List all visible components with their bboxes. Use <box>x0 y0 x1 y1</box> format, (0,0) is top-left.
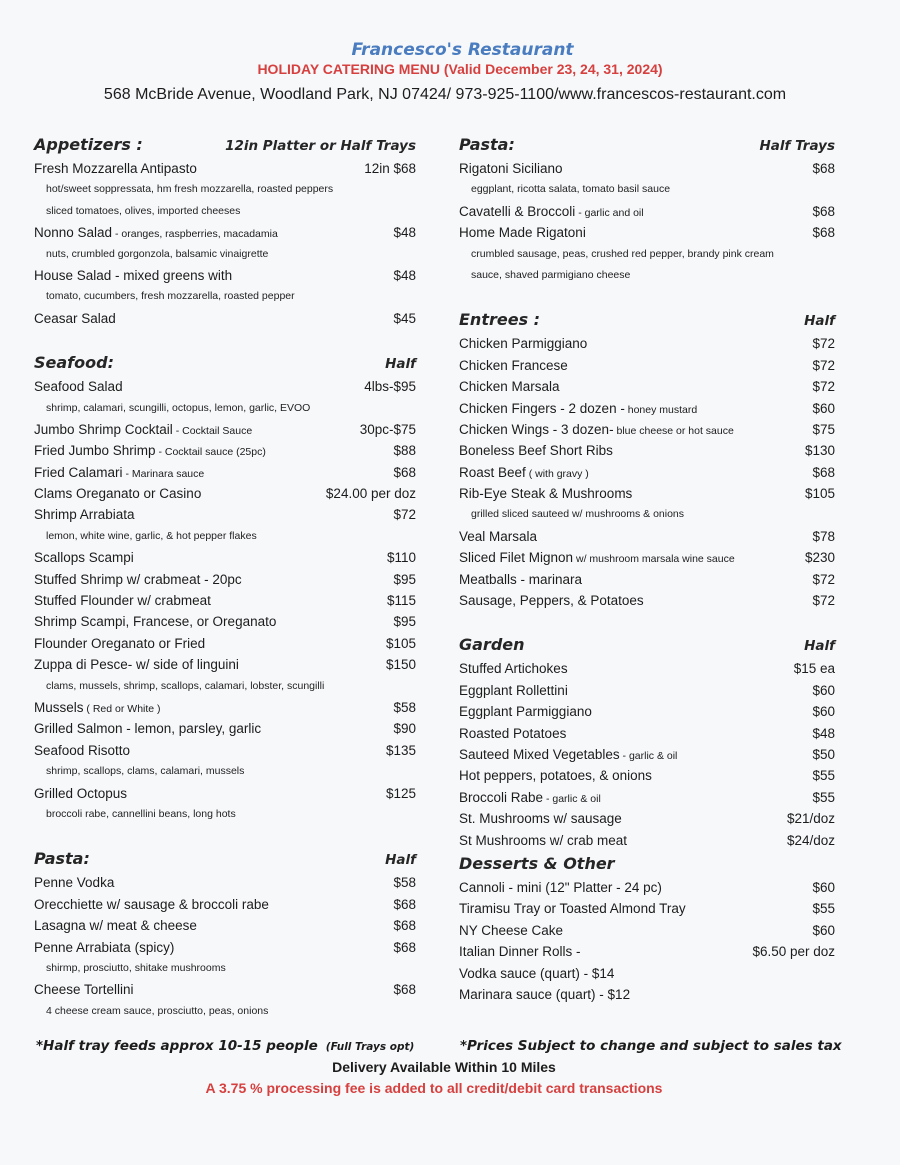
menu-header <box>0 40 900 104</box>
left-column <box>34 132 416 1022</box>
menu-item <box>459 569 835 590</box>
section-size-note: Half Trays <box>759 138 835 154</box>
item-name <box>34 915 197 936</box>
item-price: $68 <box>812 203 835 219</box>
menu-item <box>34 697 416 718</box>
item-name <box>459 680 568 701</box>
item-name <box>459 462 589 483</box>
item-price: $72 <box>812 336 835 352</box>
menu-item <box>459 984 835 1005</box>
item-name-text: Penne Arrabiata (spicy) <box>34 939 175 955</box>
menu-section <box>459 307 835 632</box>
item-price: $150 <box>385 657 416 673</box>
menu-item <box>459 483 835 504</box>
section-spacer <box>459 611 835 632</box>
item-price: $60 <box>812 682 835 698</box>
item-price: $90 <box>393 721 416 737</box>
item-name-text: Veal Marsala <box>459 528 538 544</box>
item-name-text: Chicken Francese <box>459 357 568 373</box>
item-name <box>34 590 211 611</box>
item-note: - oranges, raspberries, macadamia <box>112 228 278 241</box>
menu-subtitle: HOLIDAY CATERING MENU (Valid December 23, 24, 31, 2024) <box>257 61 663 77</box>
item-name <box>459 569 582 590</box>
item-name-text: Rib-Eye Steak & Mushrooms <box>459 486 633 502</box>
menu-item <box>34 740 416 761</box>
item-price: $105 <box>385 635 416 651</box>
menu-item <box>459 680 835 701</box>
item-note: honey mustard <box>624 403 698 416</box>
item-name <box>34 483 201 504</box>
item-description: hot/sweet soppressata, hm fresh mozzarella, roasted peppers <box>46 183 334 196</box>
item-price: $60 <box>812 922 835 938</box>
item-name-text: Grilled Salmon - lemon, parsley, garlic <box>34 721 262 737</box>
item-name <box>34 740 130 761</box>
item-name-text: Flounder Oreganato or Fried <box>34 635 206 651</box>
section-title: Pasta: <box>459 135 515 154</box>
item-note: w/ mushroom marsala wine sauce <box>573 553 735 566</box>
item-price: $230 <box>804 550 835 566</box>
restaurant-address: 568 McBride Avenue, Woodland Park, NJ 07424/ 973-925-1100/www.francescos-restaurant.com <box>103 86 787 103</box>
item-description: grilled sliced sauteed w/ mushrooms & onions <box>471 508 685 521</box>
section-header <box>34 132 416 158</box>
item-name <box>459 765 652 786</box>
menu-item <box>34 483 416 504</box>
item-price: $75 <box>812 421 835 437</box>
item-note: - Cocktail sauce (25pc) <box>155 446 266 459</box>
item-name <box>459 547 735 568</box>
menu-item <box>34 376 416 397</box>
item-name <box>34 265 232 286</box>
section-title: Seafood: <box>34 353 114 373</box>
item-note: ( Red or White ) <box>83 702 161 715</box>
item-name-text: Zuppa di Pesce- w/ side of linguini <box>34 657 239 673</box>
item-price: $21/doz <box>786 811 835 827</box>
item-name-text: Boneless Beef Short Ribs <box>459 443 613 459</box>
item-price: $55 <box>812 901 835 917</box>
item-note: - Marinara sauce <box>122 467 205 480</box>
item-name-text: Jumbo Shrimp Cocktail <box>34 421 173 437</box>
item-name-text: Roasted Potatoes <box>459 725 567 741</box>
item-name <box>34 222 278 243</box>
item-name-text: Vodka sauce (quart) - $14 <box>459 965 615 981</box>
menu-item <box>459 398 835 419</box>
item-note: blue cheese or hot sauce <box>613 424 734 437</box>
item-name-text: St Mushrooms w/ crab meat <box>459 832 628 848</box>
item-name-text: NY Cheese Cake <box>459 922 564 938</box>
item-name <box>459 440 613 461</box>
item-note: - Cocktail Sauce <box>172 424 253 437</box>
menu-item <box>34 783 416 804</box>
menu-item <box>459 787 835 808</box>
item-note: - garlic and oil <box>575 206 644 219</box>
section-spacer <box>34 825 416 846</box>
item-price: $48 <box>812 725 835 741</box>
item-name-text: Nonno Salad <box>34 225 113 241</box>
item-name-text: Mussels <box>34 699 84 715</box>
item-name-text: Stuffed Flounder w/ crabmeat <box>34 593 211 609</box>
section-size-note: Half <box>385 852 416 869</box>
menu-section <box>459 851 835 1005</box>
section-header <box>459 851 835 877</box>
menu-item <box>34 611 416 632</box>
item-name <box>34 783 127 804</box>
item-price: $68 <box>812 161 835 176</box>
menu-item <box>34 979 416 1000</box>
item-price: $95 <box>393 571 416 587</box>
item-name-text: Seafood Salad <box>34 379 123 395</box>
item-price: $115 <box>386 593 416 609</box>
item-name <box>34 633 205 654</box>
item-name-text: Eggplant Rollettini <box>459 682 568 698</box>
item-description: nuts, crumbled gorgonzola, balsamic vinaigrette <box>46 247 269 260</box>
processing-fee-note: A 3.75 % processing fee is added to all credit/debit card transactions <box>205 1080 663 1096</box>
item-price: $50 <box>812 746 835 762</box>
item-name-text: Sauteed Mixed Vegetables <box>459 746 620 762</box>
item-name <box>459 877 662 898</box>
item-name <box>459 222 586 243</box>
section-title: Garden <box>459 635 525 655</box>
item-price: 12in $68 <box>364 161 416 176</box>
item-name <box>459 898 686 919</box>
item-name-text: Stuffed Artichokes <box>459 661 568 677</box>
section-header <box>34 846 416 872</box>
item-name <box>459 590 644 611</box>
item-name-text: Home Made Rigatoni <box>459 225 586 241</box>
section-size-note: Half <box>804 638 835 655</box>
item-description: crumbled sausage, peas, crushed red pepper, brandy pink cream <box>471 247 774 260</box>
item-name <box>459 744 677 765</box>
item-price: $60 <box>812 704 835 720</box>
menu-item <box>34 504 416 525</box>
item-price: $6.50 per doz <box>752 944 835 960</box>
item-name <box>459 355 568 376</box>
item-name-text: Cavatelli & Broccoli <box>459 203 576 219</box>
item-name <box>459 333 587 354</box>
item-name <box>34 611 276 632</box>
item-price: $72 <box>812 571 835 587</box>
section-size-note: Half <box>385 356 416 373</box>
menu-item <box>34 872 416 893</box>
item-price: $60 <box>812 879 835 895</box>
menu-item <box>34 894 416 915</box>
item-name-text: Stuffed Shrimp w/ crabmeat - 20pc <box>34 571 242 587</box>
item-name-text: Broccoli Rabe <box>459 789 544 805</box>
item-price: $130 <box>804 443 835 459</box>
item-name <box>34 308 116 329</box>
item-name <box>34 376 123 397</box>
item-name-text: Chicken Parmiggiano <box>459 336 588 352</box>
item-name <box>459 376 560 397</box>
item-name-text: Seafood Risotto <box>34 742 131 758</box>
item-description: eggplant, ricotta salata, tomato basil sauce <box>471 183 671 196</box>
item-name <box>459 984 630 1005</box>
item-price: $58 <box>393 699 416 715</box>
right-column <box>459 132 835 1005</box>
menu-item <box>34 158 416 179</box>
menu-item <box>34 547 416 568</box>
item-name-text: Eggplant Parmiggiano <box>459 704 592 720</box>
menu-item <box>459 701 835 722</box>
section-header <box>459 632 835 658</box>
item-name-text: Chicken Fingers - 2 dozen - <box>459 400 625 416</box>
menu-item <box>459 440 835 461</box>
restaurant-name: Francesco's Restaurant <box>351 40 574 60</box>
item-name <box>34 462 204 483</box>
item-price: $72 <box>812 593 835 609</box>
menu-item <box>34 633 416 654</box>
item-name-text: Fried Jumbo Shrimp <box>34 443 156 459</box>
item-name <box>34 158 197 179</box>
prices-note: *Prices Subject to change and subject to sales tax <box>460 1038 842 1054</box>
menu-item <box>459 590 835 611</box>
section-size-note: 12in Platter or Half Trays <box>225 138 416 154</box>
item-name <box>459 941 581 962</box>
menu-item <box>459 808 835 829</box>
item-price: $68 <box>393 982 416 998</box>
item-name-text: Fried Calamari <box>34 464 123 480</box>
menu-item <box>34 419 416 440</box>
section-title: Pasta: <box>34 849 90 869</box>
item-price: $55 <box>812 789 835 805</box>
item-name <box>34 872 114 893</box>
item-price: $72 <box>812 357 835 373</box>
item-price: 4lbs-$95 <box>364 379 416 395</box>
item-price: $110 <box>386 550 416 566</box>
menu-item <box>34 915 416 936</box>
menu-item <box>459 355 835 376</box>
item-price: $72 <box>812 379 835 395</box>
item-name-text: Clams Oreganato or Casino <box>34 486 202 502</box>
item-name-text: Grilled Octopus <box>34 785 128 801</box>
menu-item <box>459 158 835 179</box>
menu-item <box>34 265 416 286</box>
item-name-text: Cheese Tortellini <box>34 982 134 998</box>
item-price: $58 <box>393 875 416 891</box>
menu-item <box>34 937 416 958</box>
menu-item <box>34 718 416 739</box>
menu-section <box>34 846 416 1022</box>
item-name-text: Italian Dinner Rolls - <box>459 944 581 960</box>
item-description: lemon, white wine, garlic, & hot pepper flakes <box>46 529 257 542</box>
menu-item <box>459 898 835 919</box>
item-price: $55 <box>812 768 835 784</box>
menu-item <box>459 547 835 568</box>
menu-item <box>459 201 835 222</box>
menu-section <box>459 132 835 307</box>
menu-item <box>459 765 835 786</box>
item-name-text: Cannoli - mini (12" Platter - 24 pc) <box>459 879 662 895</box>
item-name-text: Sliced Filet Mignon <box>459 550 574 566</box>
menu-item <box>459 941 835 962</box>
section-header <box>34 350 416 376</box>
item-name-text: Shrimp Scampi, Francese, or Oreganato <box>34 614 277 630</box>
delivery-note: Delivery Available Within 10 Miles <box>332 1059 556 1075</box>
item-name <box>459 723 566 744</box>
item-note: - garlic & oil <box>619 749 678 762</box>
item-price: $125 <box>385 785 416 801</box>
item-name <box>34 697 161 718</box>
item-price: $15 ea <box>793 661 835 677</box>
menu-item <box>34 569 416 590</box>
item-name <box>459 483 632 504</box>
section-spacer <box>34 329 416 350</box>
item-name <box>459 419 734 440</box>
section-header <box>459 132 835 158</box>
item-price: $68 <box>393 896 416 912</box>
item-name-text: Lasagna w/ meat & cheese <box>34 918 197 934</box>
item-description: sliced tomatoes, olives, imported cheeses <box>46 204 241 217</box>
menu-section <box>34 350 416 846</box>
item-name-text: Meatballs - marinara <box>459 571 583 587</box>
menu-item <box>34 308 416 329</box>
menu-section <box>459 632 835 851</box>
menu-item <box>459 658 835 679</box>
menu-item <box>459 830 835 851</box>
item-name <box>34 569 242 590</box>
section-size-note: Half <box>804 313 835 330</box>
item-price: $68 <box>393 464 416 480</box>
item-name-text: Marinara sauce (quart) - $12 <box>459 986 631 1002</box>
section-title: Desserts & Other <box>459 853 615 873</box>
item-name <box>459 526 537 547</box>
item-name-text: Orecchiette w/ sausage & broccoli rabe <box>34 896 269 912</box>
item-name <box>34 654 239 675</box>
menu-item <box>34 440 416 461</box>
item-description: shrimp, scallops, clams, calamari, mussels <box>46 765 245 778</box>
item-name <box>34 419 252 440</box>
item-name <box>34 504 135 525</box>
item-price: $68 <box>393 918 416 934</box>
menu-item <box>459 920 835 941</box>
item-price: $24.00 per doz <box>325 486 416 502</box>
item-price: $95 <box>393 614 416 630</box>
section-title: Entrees : <box>459 310 541 330</box>
item-name-text: Roast Beef <box>459 464 526 480</box>
menu-item <box>459 526 835 547</box>
item-name <box>459 830 627 851</box>
section-title: Appetizers : <box>34 135 143 154</box>
item-name <box>34 718 261 739</box>
item-price: $68 <box>393 939 416 955</box>
item-name-text: House Salad - mixed greens with <box>34 267 233 283</box>
half-tray-note <box>36 1038 414 1054</box>
item-price: $48 <box>393 225 416 241</box>
item-name <box>459 920 563 941</box>
item-description: shirmp, prosciutto, shitake mushrooms <box>46 961 226 974</box>
item-name-text: Tiramisu Tray or Toasted Almond Tray <box>459 901 686 917</box>
item-name <box>459 398 697 419</box>
item-name <box>459 787 601 808</box>
menu-item <box>34 222 416 243</box>
item-name-text: Fresh Mozzarella Antipasto <box>34 161 197 176</box>
item-note: ( with gravy ) <box>525 467 589 480</box>
item-name <box>34 937 174 958</box>
item-price: $135 <box>385 742 416 758</box>
item-price: $72 <box>393 507 416 523</box>
item-name <box>459 963 614 984</box>
item-name-text: Penne Vodka <box>34 875 115 891</box>
item-description: clams, mussels, shrimp, scallops, calamari, lobster, scungilli <box>46 679 325 692</box>
menu-item <box>459 376 835 397</box>
item-price: $24/doz <box>786 832 835 848</box>
item-name-text: Ceasar Salad <box>34 310 116 326</box>
menu-item <box>459 222 835 243</box>
item-name <box>459 808 622 829</box>
section-spacer <box>459 286 835 307</box>
item-name-text: Shrimp Arrabiata <box>34 507 135 523</box>
item-note: - garlic & oil <box>543 792 601 805</box>
section-header <box>459 307 835 333</box>
item-price: $105 <box>804 486 835 502</box>
item-price: $60 <box>812 400 835 416</box>
item-description: 4 cheese cream sauce, prosciutto, peas, onions <box>46 1004 269 1017</box>
item-name-text: Chicken Marsala <box>459 379 560 395</box>
item-name-text: Chicken Wings - 3 dozen- <box>459 421 614 437</box>
menu-item <box>459 419 835 440</box>
menu-item <box>459 333 835 354</box>
menu-item <box>34 590 416 611</box>
item-price: $88 <box>393 443 416 459</box>
menu-item <box>34 654 416 675</box>
item-name <box>459 158 563 179</box>
menu-item <box>459 723 835 744</box>
menu-item <box>459 877 835 898</box>
item-description: shrimp, calamari, scungilli, octopus, lemon, garlic, EVOO <box>46 401 311 414</box>
menu-item <box>459 963 835 984</box>
half-tray-text: *Half tray feeds approx 10-15 people <box>36 1038 318 1054</box>
item-name <box>34 440 266 461</box>
menu-section <box>34 132 416 350</box>
item-name <box>34 979 134 1000</box>
item-description: broccoli rabe, cannellini beans, long hots <box>46 807 236 820</box>
item-price: $68 <box>812 225 835 241</box>
item-name <box>34 894 269 915</box>
full-trays-text: (Full Trays opt) <box>325 1041 415 1053</box>
item-name <box>34 547 134 568</box>
item-name-text: Rigatoni Siciliano <box>459 161 563 176</box>
item-price: 30pc-$75 <box>359 421 416 437</box>
menu-item <box>459 744 835 765</box>
item-description: tomato, cucumbers, fresh mozzarella, roasted pepper <box>46 290 295 303</box>
item-price: $78 <box>812 528 835 544</box>
item-name-text: St. Mushrooms w/ sausage <box>459 811 622 827</box>
item-name-text: Sausage, Peppers, & Potatoes <box>459 593 644 609</box>
item-description: sauce, shaved parmigiano cheese <box>471 268 631 281</box>
item-price: $68 <box>812 464 835 480</box>
item-name-text: Scallops Scampi <box>34 550 134 566</box>
item-name <box>459 201 644 222</box>
item-price: $45 <box>393 310 416 326</box>
menu-item <box>34 462 416 483</box>
item-name-text: Hot peppers, potatoes, & onions <box>459 768 652 784</box>
item-price: $48 <box>393 267 416 283</box>
item-name <box>459 701 592 722</box>
menu-item <box>459 462 835 483</box>
item-name <box>459 658 568 679</box>
